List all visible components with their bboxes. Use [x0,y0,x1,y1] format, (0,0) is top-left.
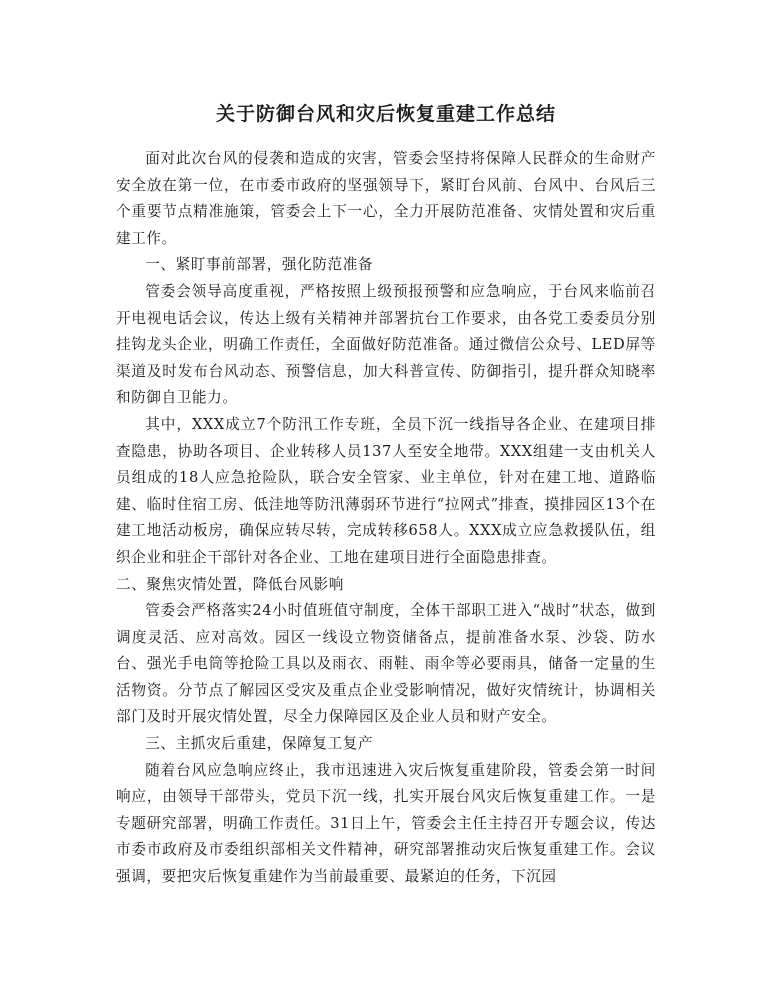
document-page [116,100,656,891]
intro-paragraph: 面对此次台风的侵袭和造成的灾害，管委会坚持将保障人民群众的生命财产安全放在第一位，在市委市政府的坚强领导下，紧盯台风前、台风中、台风后三个重要节点精准施策，管委会上下一心，全力开展防范准备、灾情处置和灾后重建工作。 [116,150,656,247]
section-1-paragraph-2: 其中，XXX成立7个防汛工作专班，全员下沉一线指导各企业、在建项目排查隐患，协助各项目、企业转移人员137人至安全地带。XXX组建一支由机关人员组成的18人应急抢险队，联合安全管家、业主单位，针对在建工地、道路临建、临时住宿工房、低洼地等防汛薄弱环节进行“拉网式”排查，摸排园区13个在建工地活动板房，确保应转尽转，完成转移658人。XXX成立应急救援队伍，组织企业和驻企干部针对各企业、工地在建项目进行全面隐患排查。 [116,415,656,566]
section-1-heading: 一、紧盯事前部署，强化防范准备 [145,256,374,274]
section-3-heading: 三、主抓灾后重建，保障复工复产 [145,735,374,753]
section-1-paragraph-1: 管委会领导高度重视，严格按照上级预报预警和应急响应，于台风来临前召开电视电话会议，传达上级有关精神并部署抗台工作要求，由各党工委委员分别挂钩龙头企业，明确工作责任，全面做好防范准备。通过微信公众号、LED屏等渠道及时发布台风动态、预警信息，加大科普宣传、防御指引，提升群众知晓率和防御自卫能力。 [116,282,656,407]
section-2-paragraph-1: 管委会严格落实24小时值班值守制度，全体干部职工进入“战时”状态，做到调度灵活、应对高效。园区一线设立物资储备点，提前准备水泵、沙袋、防水台、强光手电筒等抢险工具以及雨衣、雨鞋、雨伞等必要雨具，储备一定量的生活物资。分节点了解园区受灾及重点企业受影响情况，做好灾情统计，协调相关部门及时开展灾情处置，尽全力保障园区及企业人员和财产安全。 [116,602,656,726]
section-2-heading: 二、聚焦灾情处置，降低台风影响 [116,575,344,593]
section-3-paragraph-1: 随着台风应急响应终止，我市迅速进入灾后恢复重建阶段，管委会第一时间响应，由领导干部带头，党员下沉一线，扎实开展台风灾后恢复重建工作。一是专题研究部署，明确工作责任。31日上午，管委会主任主持召开专题会议，传达市委市政府及市委组织部相关文件精神，研究部署推动灾后恢复重建工作。会议强调，要把灾后恢复重建作为当前最重要、最紧迫的任务，下沉园 [116,761,656,886]
document-title: 关于防御台风和灾后恢复重建工作总结 [215,103,556,125]
